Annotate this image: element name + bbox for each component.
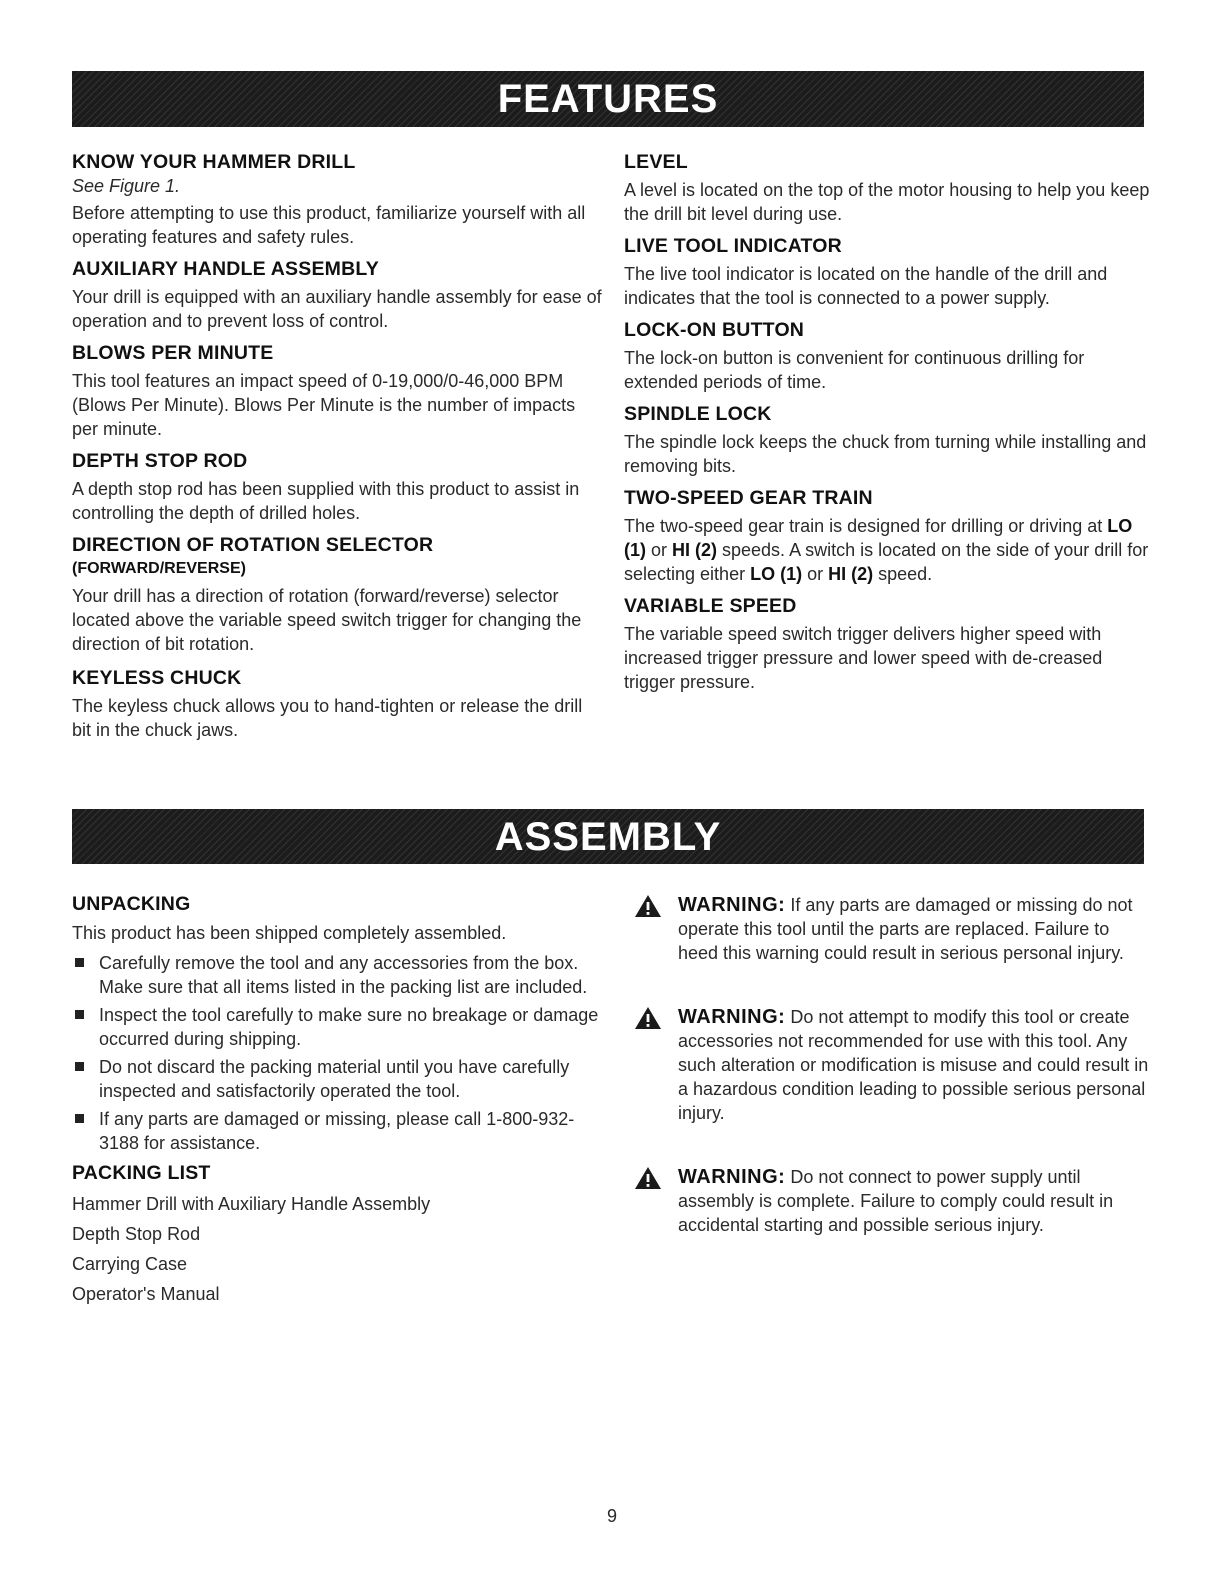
warning-triangle-icon (634, 1006, 662, 1030)
speed-hi-label: HI (2) (672, 540, 718, 560)
figure-reference: See Figure 1. (72, 176, 181, 196)
section-heading: LIVE TOOL INDICATOR (624, 235, 842, 257)
section-spindle-lock (624, 402, 1154, 478)
warning-label: WARNING: (678, 1006, 786, 1028)
section-body: The keyless chuck allows you to hand-tighten or release the drill bit in the chuck jaws. (72, 696, 583, 740)
section-blows-per-minute (72, 341, 602, 441)
features-title: FEATURES (497, 77, 719, 121)
section-body: A level is located on the top of the motor housing to help you keep the drill bit level during use. (624, 180, 1150, 224)
speed-hi-label: HI (2) (828, 564, 874, 584)
section-body: This tool features an impact speed of 0-19,000/0-46,000 BPM (Blows Per Minute). Blows Per Minute is the number of impacts per minute. (72, 371, 576, 439)
warning-block (624, 893, 1154, 965)
warning-text: Do not attempt to modify this tool or create accessories not recommended for use with this tool. Any such alteration or modification is misuse and could result in a hazardous condition leading to possible serious personal injury. (678, 1007, 1149, 1123)
section-heading: VARIABLE SPEED (624, 595, 797, 617)
list-item: Hammer Drill with Auxiliary Handle Assembly (72, 1194, 431, 1214)
section-body: Before attempting to use this product, familiarize yourself with all operating features and safety rules. (72, 203, 586, 247)
list-item: Inspect the tool carefully to make sure no breakage or damage occurred during shipping. (72, 1003, 602, 1051)
features-banner (72, 71, 1144, 127)
assembly-banner (72, 809, 1144, 864)
section-body: Your drill has a direction of rotation (forward/reverse) selector located above the variable speed switch trigger for changing the direction of bit rotation. (72, 586, 582, 654)
list-item: Operator's Manual (72, 1284, 220, 1304)
assembly-right-column (624, 893, 1154, 1277)
section-heading: DIRECTION OF ROTATION SELECTOR (72, 534, 434, 556)
warning-text: Do not connect to power supply until assembly is complete. Failure to comply could result in accidental starting and possible serious injury. (678, 1167, 1114, 1235)
list-item: Depth Stop Rod (72, 1224, 201, 1244)
section-heading: KNOW YOUR HAMMER DRILL (72, 151, 356, 173)
bullet-square-icon (75, 958, 84, 967)
section-body: The lock-on button is convenient for continuous drilling for extended periods of time. (624, 348, 1085, 392)
section-body: The spindle lock keeps the chuck from turning while installing and removing bits. (624, 432, 1147, 476)
unpacking-bullet-list (72, 951, 602, 1155)
bullet-square-icon (75, 1114, 84, 1123)
section-body: The variable speed switch trigger delivers higher speed with increased trigger pressure and lower speed with de-creased trigger pressure. (624, 624, 1103, 692)
assembly-title: ASSEMBLY (494, 814, 722, 859)
bullet-square-icon (75, 1062, 84, 1071)
section-subheading: (FORWARD/REVERSE) (72, 560, 246, 577)
list-item: Carrying Case (72, 1254, 188, 1274)
section-live-tool-indicator (624, 234, 1154, 310)
section-body: The live tool indicator is located on the handle of the drill and indicates that the tool is connected to a power supply. (624, 264, 1108, 308)
warning-label: WARNING: (678, 894, 786, 916)
features-left-column (72, 150, 602, 750)
section-heading: TWO-SPEED GEAR TRAIN (624, 487, 873, 509)
section-heading: AUXILIARY HANDLE ASSEMBLY (72, 258, 379, 280)
section-heading: SPINDLE LOCK (624, 403, 772, 425)
list-item: Carefully remove the tool and any accessories from the box. Make sure that all items listed in the packing list are included. (72, 951, 602, 999)
section-body: A depth stop rod has been supplied with this product to assist in controlling the depth of drilled holes. (72, 479, 580, 523)
section-level (624, 150, 1154, 226)
section-heading: LOCK-ON BUTTON (624, 319, 805, 341)
packing-list-heading: PACKING LIST (72, 1162, 211, 1184)
page-number: 9 (606, 1506, 617, 1526)
section-body: The two-speed gear train is designed for drilling or driving at LO (1) or HI (2) speeds. A switch is located on the side of your drill for selecting either LO (1) or HI (2) speed. (624, 516, 1149, 584)
list-item: Do not discard the packing material until you have carefully inspected and satisfactorily operated the tool. (72, 1055, 602, 1103)
section-two-speed-gear-train (624, 486, 1154, 586)
packing-list (72, 1192, 602, 1306)
assembly-left-column (72, 892, 602, 1312)
section-heading: LEVEL (624, 151, 688, 173)
section-body: Your drill is equipped with an auxiliary handle assembly for ease of operation and to prevent loss of control. (72, 287, 602, 331)
unpacking-intro: This product has been shipped completely assembled. (72, 923, 507, 943)
section-know-your-hammer-drill (72, 150, 602, 249)
warning-triangle-icon (634, 894, 662, 918)
warning-triangle-icon (634, 1166, 662, 1190)
section-heading: DEPTH STOP ROD (72, 450, 248, 472)
list-item: If any parts are damaged or missing, please call 1-800-932-3188 for assistance. (72, 1107, 602, 1155)
section-heading: KEYLESS CHUCK (72, 667, 242, 689)
warning-block (624, 1005, 1154, 1125)
section-heading: BLOWS PER MINUTE (72, 342, 274, 364)
warning-label: WARNING: (678, 1166, 786, 1188)
section-auxiliary-handle-assembly (72, 257, 602, 333)
section-variable-speed (624, 594, 1154, 694)
section-depth-stop-rod (72, 449, 602, 525)
warning-text: If any parts are damaged or missing do not operate this tool until the parts are replaced. Failure to heed this warning could result in serious personal injury. (678, 895, 1133, 963)
warning-block (624, 1165, 1154, 1237)
features-right-column (624, 150, 1154, 702)
unpacking-heading: UNPACKING (72, 893, 191, 915)
speed-lo-label: LO (1) (624, 516, 1133, 560)
bullet-square-icon (75, 1010, 84, 1019)
section-keyless-chuck (72, 666, 602, 742)
section-lock-on-button (624, 318, 1154, 394)
speed-lo-label: LO (1) (750, 564, 803, 584)
section-direction-of-rotation-selector (72, 533, 602, 656)
